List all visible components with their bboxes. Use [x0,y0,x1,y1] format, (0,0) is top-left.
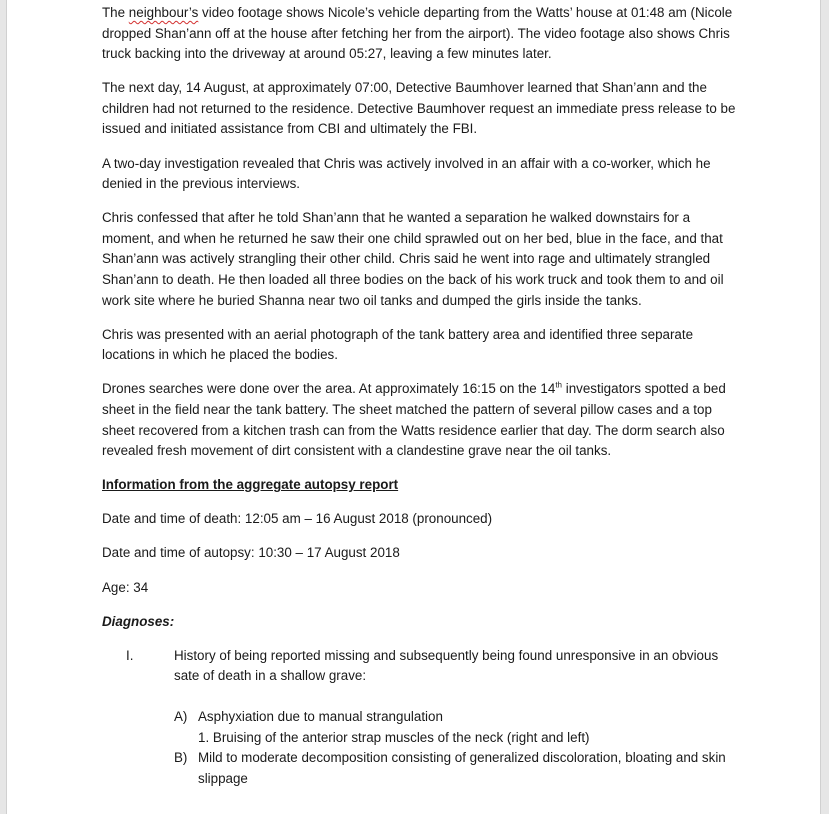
sub-item-marker: A) [174,708,188,724]
paragraph-next-day: The next day, 14 August, at approximately 07:00, Detective Baumhover learned that Shan’ann and the children had not returned to the residence. Detective Baumhover request an immediate press release to be issued and initiated assistance from CBI and ultimately the FBI. [102,80,736,137]
paragraph-investigation: A two-day investigation revealed that Chris was actively involved in an affair with a co-worker, which he denied in the previous interviews. [102,155,711,192]
paragraph-text: investigators spotted a bed sheet in the field near the tank battery. The sheet matched the pattern of several pillow cases and a top sheet recovered from a kitchen trash can from the Watts residence earlier that day. The dorm search also revealed fresh movement of dirt consistent with a clandestine grave near the oil tanks. [102,381,726,459]
diagnosis-item-1 [102,646,736,687]
paragraph-text: The [102,5,129,20]
sub-item-text: Asphyxiation due to manual strangulation [198,708,443,724]
sub-item-a [174,707,736,748]
date-of-autopsy: Date and time of autopsy: 10:30 – 17 August 2018 [102,545,400,561]
paragraph-text: video footage shows Nicole’s vehicle departing from the Watts’ house at 01:48 am (Nicole dropped Shan’ann off at the house after fetching her from the airport). The video footage also shows Chris truck backing into the driveway at around 05:27, leaving a few minutes later. [102,5,733,62]
sub-item-marker: B) [174,750,188,766]
paragraph-aerial-photo: Chris was presented with an aerial photograph of the tank battery area and identified three separate locations in which he placed the bodies. [102,326,694,363]
paragraph-drone-search [102,379,736,461]
age-line: Age: 34 [102,579,149,595]
diagnosis-text: History of being reported missing and subsequently being found unresponsive in an obvious sate of death in a shallow grave: [174,647,719,684]
document-body [102,3,736,789]
sub-item-text: Mild to moderate decomposition consisting of generalized discoloration, bloating and skin slippage [198,750,726,786]
sub-item-b [174,748,736,789]
paragraph-text: Drones searches were done over the area. At approximately 16:15 on the 14 [102,381,556,397]
section-heading-autopsy: Information from the aggregate autopsy report [102,477,399,493]
diagnoses-label: Diagnoses: [102,613,175,629]
document-page [6,0,821,814]
numbered-finding: 1. Bruising of the anterior strap muscles of the neck (right and left) [198,729,590,745]
roman-numeral: I. [126,647,134,663]
misspelled-word[interactable]: neighbour’s [128,5,199,20]
ordinal-superscript: th [555,380,562,390]
paragraph-confession: Chris confessed that after he told Shan’ann that he wanted a separation he walked downstairs for a moment, and when he returned he saw their one child sprawled out on her bed, blue in the face, and that Shan’ann was actively strangling their other child. Chris said he went into rage and ultimately strangled Shan’ann to death. He then loaded all three bodies on the back of his work truck and took them to and oil work site where he buried Shanna near two oil tanks and dumped the girls inside the tanks. [102,210,724,308]
date-of-death: Date and time of death: 12:05 am – 16 August 2018 (pronounced) [102,511,493,527]
paragraph-video-footage [102,3,736,65]
diagnosis-sub-list [102,707,736,789]
